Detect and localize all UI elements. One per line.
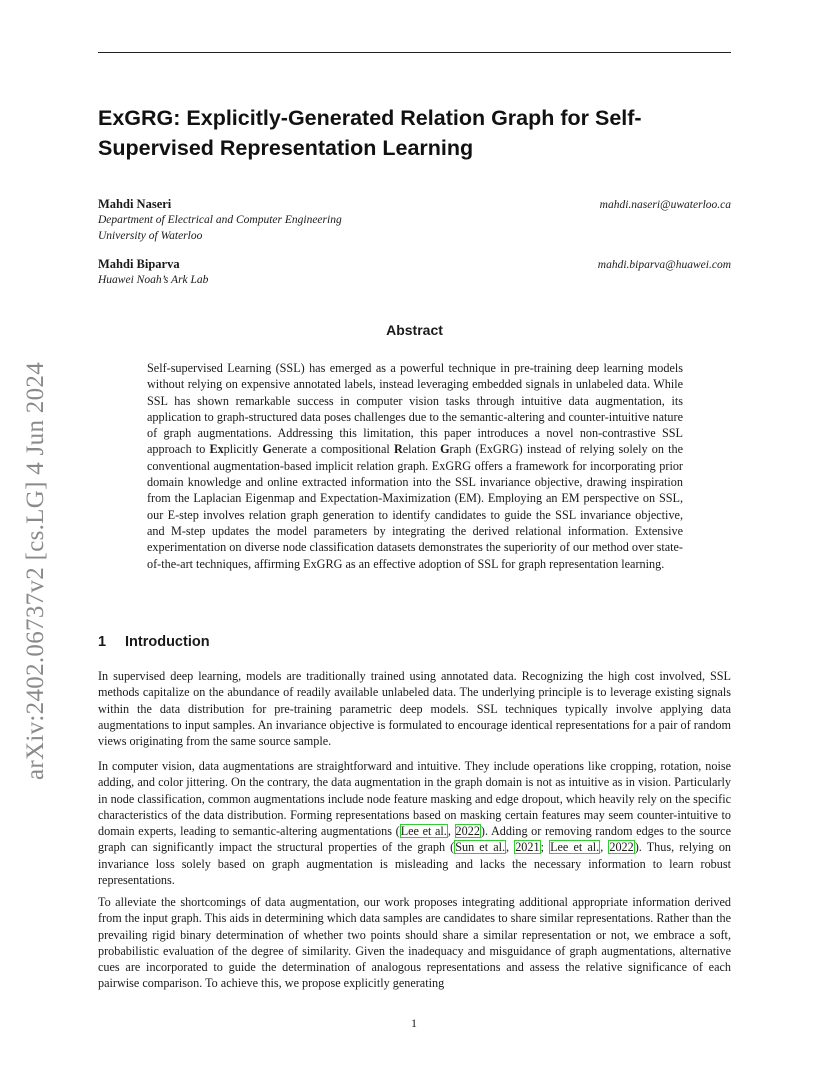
page-number: 1 <box>411 1016 417 1030</box>
citation-link[interactable]: 2022 <box>609 840 634 855</box>
citation-link[interactable]: 2021 <box>515 840 540 855</box>
arxiv-identifier-stamp: arXiv:2402.06737v2 [cs.LG] 4 Jun 2024 <box>22 362 49 780</box>
section-number: 1 <box>98 634 107 650</box>
section-title: Introduction <box>125 634 210 650</box>
citation-link[interactable]: Sun et al. <box>455 840 506 855</box>
intro-paragraph-2: In computer vision, data augmentations are straightforward and intuitive. They include operations like cropping, rotation, noise adding, and color jittering. On the contrary, the data augmentation in the graph domain is not as intuitive as in vision. Particularly in node classification, common augmentations include node feature masking and edge dropout, which heavily rely on the specific characteristics of the data distribution. Forming representations based on masking certain features may seem counter-intuitive to domain experts, leading to semantic-altering augmentations (Lee et al., 2022). Adding or removing random edges to the source graph can significantly impact the structural properties of the graph (Sun et al., 2021; Lee et al., 2022). Thus, relying on invariance loss solely based on graph augmentation is misleading and lacks the necessary information to learn robust representations. <box>98 759 732 888</box>
author-affiliation: Department of Electrical and Computer Engineering <box>98 214 342 226</box>
author-email[interactable]: mahdi.biparva@huawei.com <box>597 259 731 271</box>
header-rule <box>98 52 731 53</box>
section-heading-introduction <box>98 634 210 650</box>
paper-title: ExGRG: Explicitly-Generated Relation Graph for Self-Supervised Representation Learning <box>98 106 642 160</box>
author-email[interactable]: mahdi.naseri@uwaterloo.ca <box>599 199 731 211</box>
author-block-1 <box>98 197 731 244</box>
intro-paragraph-3: To alleviate the shortcomings of data augmentation, our work proposes integrating additional appropriate information derived from the input graph. This aids in determining which data samples are candidates to share similar representations. Rather than the prevailing rigid binary determination of whether two points should share a similar representation or not, we embrace a soft, probabilistic evaluation of the degree of similarity. Given the inadequacy and misguidance of graph augmentations, alternative cues are incorporated to guide the determination of analogous representations and assess the relative significance of each pairwise comparison. To achieve this, we propose explicitly generating <box>98 895 731 991</box>
abstract-text: Self-supervised Learning (SSL) has emerged as a powerful technique in pre-training deep learning models without relying on expensive annotated labels, instead leveraging embedded signals in unlabeled data. While SSL has shown remarkable success in computer vision tasks through intuitive data augmentation, its application to graph-structured data poses challenges due to the semantic-altering and counter-intuitive nature of graph augmentations. Addressing this limitation, this paper introduces a novel non-contrastive SSL approach to Explicitly Generate a compositional Relation Graph (ExGRG) instead of relying solely on the conventional augmentation-based implicit relation graph. ExGRG offers a framework for incorporating prior domain knowledge and online extracted information into the SSL invariance objective, drawing inspiration from the Laplacian Eigenmap and Expectation-Maximization (EM). Employing an EM perspective on SSL, our E-step involves relation graph generation to identify candidates to guide the SSL invariance objective, and M-step updates the model parameters by integrating the derived relational information. Extensive experimentation on diverse node classification datasets demonstrates the superiority of our method over state-of-the-art techniques, affirming ExGRG as an effective adoption of SSL for graph representation learning. <box>147 361 683 571</box>
abstract-heading: Abstract <box>386 322 443 338</box>
intro-paragraph-1: In supervised deep learning, models are traditionally trained using annotated data. Recognizing the high cost involved, SSL methods capitalize on the abundance of readily available unlabeled data. The underlying principle is to leverage existing signals within the data distribution for pre-training parametric deep models. SSL techniques typically involve applying data augmentations to input samples. An invariance objective is formulated to encourage identical representations for a pair of random views originating from the same source sample. <box>98 669 731 749</box>
citation-link[interactable]: Lee et al. <box>550 840 600 855</box>
citation-link[interactable]: 2022 <box>455 824 480 839</box>
author-name: Mahdi Naseri <box>98 197 172 211</box>
author-affiliation: Huawei Noah’s Ark Lab <box>98 274 209 286</box>
author-block-2 <box>98 257 731 289</box>
citation-link[interactable]: Lee et al. <box>400 824 447 839</box>
author-affiliation: University of Waterloo <box>98 229 203 242</box>
author-name: Mahdi Biparva <box>98 257 180 271</box>
